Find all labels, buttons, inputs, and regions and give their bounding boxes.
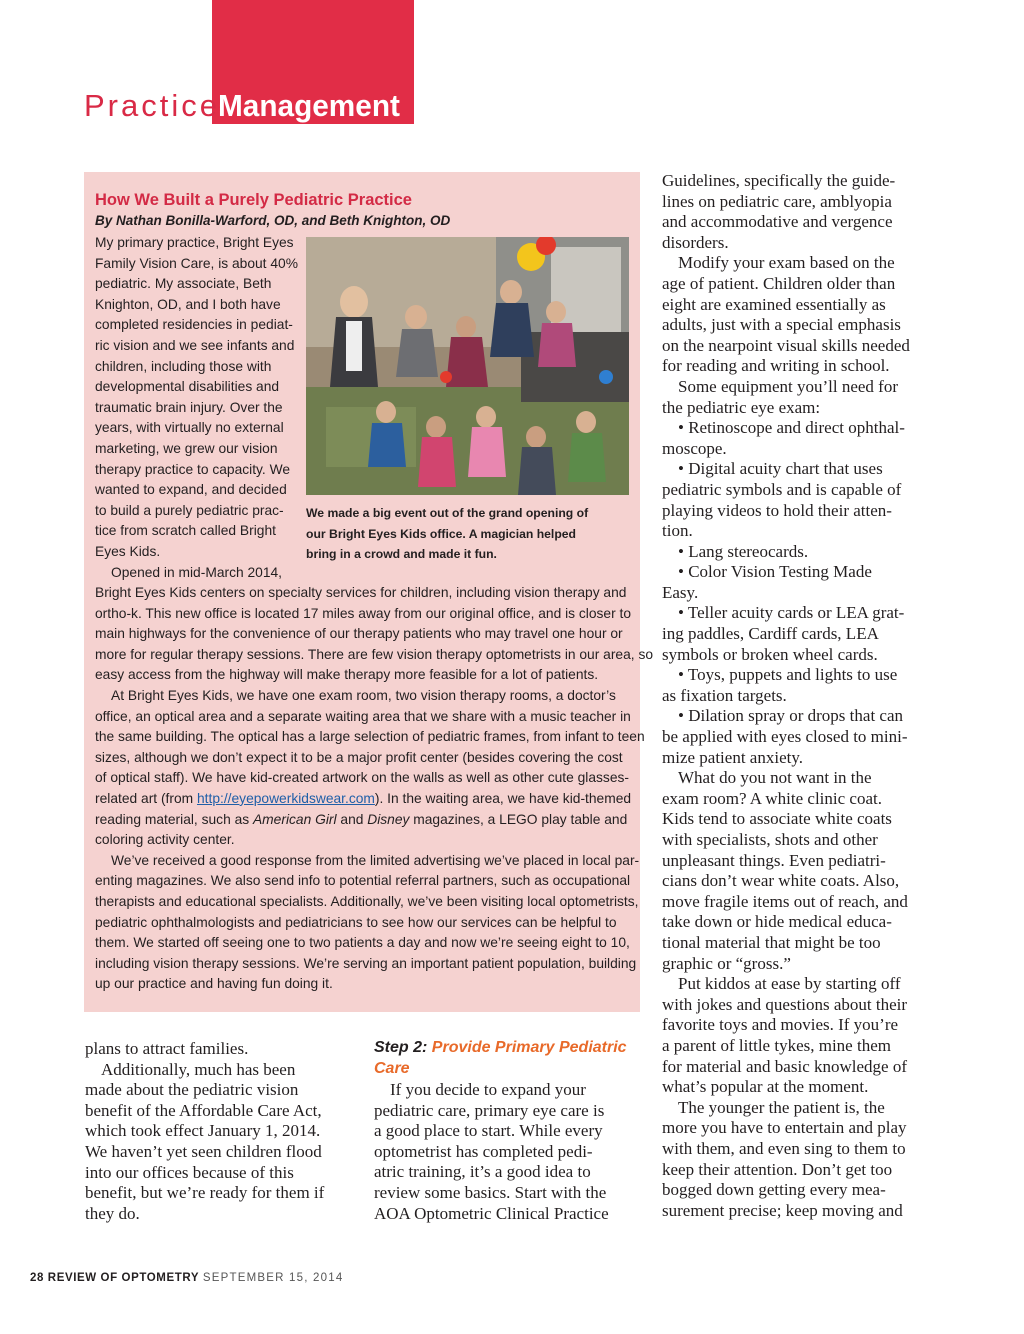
text-line: enting magazines. We also send info to potential referral partners, such as occupational bbox=[95, 873, 631, 889]
text-line: traumatic brain injury. Over the bbox=[95, 399, 283, 415]
bullet-line: • Toys, puppets and lights to use bbox=[678, 665, 898, 685]
text-line: lines on pediatric care, amblyopia bbox=[662, 191, 892, 211]
bullet-line: • Color Vision Testing Made bbox=[678, 562, 872, 582]
event-photo bbox=[306, 237, 629, 495]
text-line: easy access from the highway will make therapy more feasible for a lot of patients. bbox=[95, 667, 599, 683]
text-line: At Bright Eyes Kids, we have one exam room, two vision therapy rooms, a doctor’s bbox=[111, 687, 616, 703]
text-line: Additionally, much has been bbox=[101, 1059, 296, 1079]
text-line: made about the pediatric vision bbox=[85, 1080, 299, 1100]
text-line: disorders. bbox=[662, 232, 729, 252]
text-line: years, with virtually no external bbox=[95, 420, 284, 436]
text-line: wanted to expand, and decided bbox=[95, 482, 287, 498]
body-column-1 bbox=[85, 1039, 355, 1224]
text-line: a parent of little tykes, mine them bbox=[662, 1035, 891, 1055]
text-line: more for regular therapy sessions. There are few vision therapy optometrists in our area, so bbox=[95, 646, 654, 662]
text-line: eight are examined essentially as bbox=[662, 294, 886, 314]
text-fragment: magazines, a LEGO play table and bbox=[409, 811, 628, 827]
text-line: of optical staff). We have kid-created artwork on the walls as well as other cute glasses- bbox=[95, 770, 629, 786]
text-line: Guidelines, specifically the guide- bbox=[662, 171, 896, 190]
text-line: main highways for the convenience of our therapy patients who may travel one hour or bbox=[95, 626, 623, 642]
text-line: review some basics. Start with the bbox=[374, 1182, 607, 1202]
text-line bbox=[95, 789, 635, 810]
text-line: We’ve received a good response from the limited advertising we’ve placed in local par- bbox=[111, 852, 640, 868]
text-line: cians don’t wear white coats. Also, bbox=[662, 871, 900, 891]
text-fragment: ). In the waiting area, we have kid-themed bbox=[374, 790, 632, 806]
text-line: benefit of the Affordable Care Act, bbox=[85, 1100, 322, 1120]
text-line: adults, just with a special emphasis bbox=[662, 315, 901, 335]
magazine-name: REVIEW OF OPTOMETRY bbox=[47, 1272, 200, 1284]
text-line: Family Vision Care, is about 40% bbox=[95, 255, 298, 271]
text-line: ric vision and we see infants and bbox=[95, 337, 295, 353]
bullet-line: • Digital acuity chart that uses bbox=[678, 459, 883, 479]
text-line: pediatric. My associate, Beth bbox=[95, 276, 272, 292]
text-line: Opened in mid-March 2014, bbox=[111, 564, 283, 580]
text-line: which took effect January 1, 2014. bbox=[85, 1121, 321, 1141]
body-column-2 bbox=[374, 1080, 634, 1224]
text-line: tice from scratch called Bright bbox=[95, 523, 276, 539]
text-line: pediatric symbols and is capable of bbox=[662, 479, 902, 499]
text-line: symbols or broken wheel cards. bbox=[662, 644, 878, 664]
text-line: moscope. bbox=[662, 438, 727, 458]
text-line: including vision therapy sessions. We’re serving an important patient population, building bbox=[95, 955, 637, 971]
text-line: office, an optical area and a separate waiting area that we share with a music teacher in bbox=[95, 708, 631, 724]
text-line: therapists and educational specialists. Additionally, we’ve been visiting local optometrists, bbox=[95, 893, 639, 909]
text-fragment: reading material, such as bbox=[95, 811, 253, 827]
step-title: Provide Primary Pediatric Care bbox=[374, 1039, 627, 1077]
text-line: more you have to entertain and play bbox=[662, 1118, 907, 1138]
sidebar-title: How We Built a Purely Pediatric Practice bbox=[95, 191, 412, 209]
text-line: be applied with eyes closed to mini- bbox=[662, 727, 908, 747]
text-line: plans to attract families. bbox=[85, 1039, 249, 1058]
text-line: as fixation targets. bbox=[662, 685, 787, 705]
text-line: the pediatric eye exam: bbox=[662, 397, 821, 417]
text-line: AOA Optometric Clinical Practice bbox=[374, 1203, 609, 1223]
text-line: ing paddles, Cardiff cards, LEA bbox=[662, 624, 879, 644]
text-line: pediatric care, primary eye care is bbox=[374, 1100, 605, 1120]
text-line: up our practice and having fun doing it. bbox=[95, 976, 333, 992]
section-title-practice: Practice bbox=[84, 88, 220, 123]
text-line: they do. bbox=[85, 1203, 140, 1223]
text-line: coloring activity center. bbox=[95, 832, 235, 848]
sidebar-byline: By Nathan Bonilla-Warford, OD, and Beth Knighton, OD bbox=[95, 213, 451, 228]
text-line: unpleasant things. Even pediatri- bbox=[662, 850, 886, 870]
text-line: surement precise; keep moving and bbox=[662, 1200, 903, 1220]
page-number: 28 bbox=[30, 1272, 44, 1284]
text-line: exam room? A white clinic coat. bbox=[662, 788, 882, 808]
text-line: pediatric ophthalmologists and pediatricians to see how our services can be helpful to bbox=[95, 914, 617, 930]
text-line: for material and basic knowledge of bbox=[662, 1056, 907, 1076]
caption-line: bring in a crowd and made it fun. bbox=[306, 547, 497, 561]
photo-caption bbox=[306, 503, 636, 565]
text-line: marketing, we grew our vision bbox=[95, 440, 278, 456]
text-line: completed residencies in pediat- bbox=[95, 317, 293, 333]
text-line: tion. bbox=[662, 521, 693, 541]
text-line: Knighton, OD, and I both have bbox=[95, 296, 281, 312]
sidebar-wide-text bbox=[95, 583, 654, 995]
text-line: graphic or “gross.” bbox=[662, 953, 791, 973]
text-line: bogged down getting every mea- bbox=[662, 1180, 886, 1200]
text-line: playing videos to hold their atten- bbox=[662, 500, 892, 520]
text-line: sizes, although we don’t expect it to be a major profit center (besides covering the cost bbox=[95, 749, 623, 765]
bullet-line: • Retinoscope and direct ophthal- bbox=[678, 418, 905, 438]
text-line: with them, and even sing to them to bbox=[662, 1138, 906, 1158]
text-line: on the nearpoint visual skills needed bbox=[662, 335, 910, 355]
caption-line: our Bright Eyes Kids office. A magician helped bbox=[306, 526, 576, 541]
text-line: with jokes and questions about their bbox=[662, 994, 908, 1014]
text-line: Put kiddos at ease by starting off bbox=[678, 974, 901, 994]
text-line: benefit, but we’re ready for them if bbox=[85, 1183, 325, 1203]
text-line: tional material that might be too bbox=[662, 932, 881, 952]
text-line: for reading and writing in school. bbox=[662, 356, 890, 376]
text-line: and accommodative and vergence bbox=[662, 212, 893, 232]
text-line: move fragile items out of reach, and bbox=[662, 891, 908, 911]
text-line: Eyes Kids. bbox=[95, 543, 161, 559]
text-line: My primary practice, Bright Eyes bbox=[95, 235, 294, 250]
issue-date: SEPTEMBER 15, 2014 bbox=[202, 1272, 344, 1284]
text-line: We haven’t yet seen children flood bbox=[85, 1141, 322, 1161]
magazine-title: American Girl bbox=[252, 811, 337, 827]
section-title-management: Management bbox=[218, 88, 400, 123]
text-line: with specialists, shots and other bbox=[662, 830, 878, 849]
page-footer bbox=[30, 1272, 343, 1284]
text-line: ortho-k. This new office is located 17 miles away from our original office, and is closer to bbox=[95, 605, 632, 621]
text-line: therapy practice to capacity. We bbox=[95, 461, 291, 477]
text-fragment: related art (from bbox=[95, 790, 197, 806]
text-fragment: and bbox=[336, 811, 368, 827]
text-line: Easy. bbox=[662, 582, 699, 602]
text-line: optometrist has completed pedi- bbox=[374, 1141, 593, 1161]
text-line: atric training, it’s a good idea to bbox=[374, 1162, 591, 1182]
text-line: a good place to start. While every bbox=[374, 1121, 603, 1141]
magazine-title: Disney bbox=[367, 811, 410, 827]
text-line: mize patient anxiety. bbox=[662, 747, 803, 767]
text-line: What do you not want in the bbox=[678, 768, 872, 788]
text-line: what’s popular at the moment. bbox=[662, 1077, 869, 1097]
text-line: into our offices because of this bbox=[85, 1162, 294, 1182]
sidebar-narrow-text bbox=[95, 233, 300, 583]
text-line: take down or hide medical educa- bbox=[662, 912, 892, 932]
text-line: children, including those with bbox=[95, 358, 272, 374]
text-line: Kids tend to associate white coats bbox=[662, 809, 892, 829]
bullet-line: • Teller acuity cards or LEA grat- bbox=[678, 603, 905, 623]
text-line: the same building. The optical has a large selection of pediatric frames, from infant to teen bbox=[95, 729, 645, 745]
step-heading bbox=[374, 1038, 634, 1079]
text-line: If you decide to expand your bbox=[390, 1080, 586, 1099]
text-line: Some equipment you’ll need for bbox=[678, 376, 899, 396]
text-line: Modify your exam based on the bbox=[678, 253, 895, 273]
text-line: them. We started off seeing one to two patients a day and now we’re seeing eight to 10, bbox=[95, 935, 630, 951]
photo-illustration bbox=[306, 237, 629, 495]
bullet-line: • Dilation spray or drops that can bbox=[678, 706, 904, 726]
website-link[interactable]: http://eyepowerkidswear.com bbox=[196, 790, 375, 806]
body-column-3 bbox=[662, 171, 932, 1221]
text-line: age of patient. Children older than bbox=[662, 273, 896, 293]
text-line bbox=[95, 810, 635, 831]
text-line: The younger the patient is, the bbox=[678, 1097, 885, 1117]
text-line: Bright Eyes Kids centers on specialty services for children, including vision therapy and bbox=[95, 585, 627, 600]
caption-line: We made a big event out of the grand opening of bbox=[306, 506, 589, 520]
step-label: Step 2: bbox=[374, 1039, 428, 1056]
text-line: developmental disabilities and bbox=[95, 379, 280, 395]
text-line: to build a purely pediatric prac- bbox=[95, 502, 284, 518]
text-line: keep their attention. Don’t get too bbox=[662, 1159, 893, 1179]
bullet-line: • Lang stereocards. bbox=[678, 541, 809, 561]
text-line: favorite toys and movies. If you’re bbox=[662, 1015, 899, 1035]
